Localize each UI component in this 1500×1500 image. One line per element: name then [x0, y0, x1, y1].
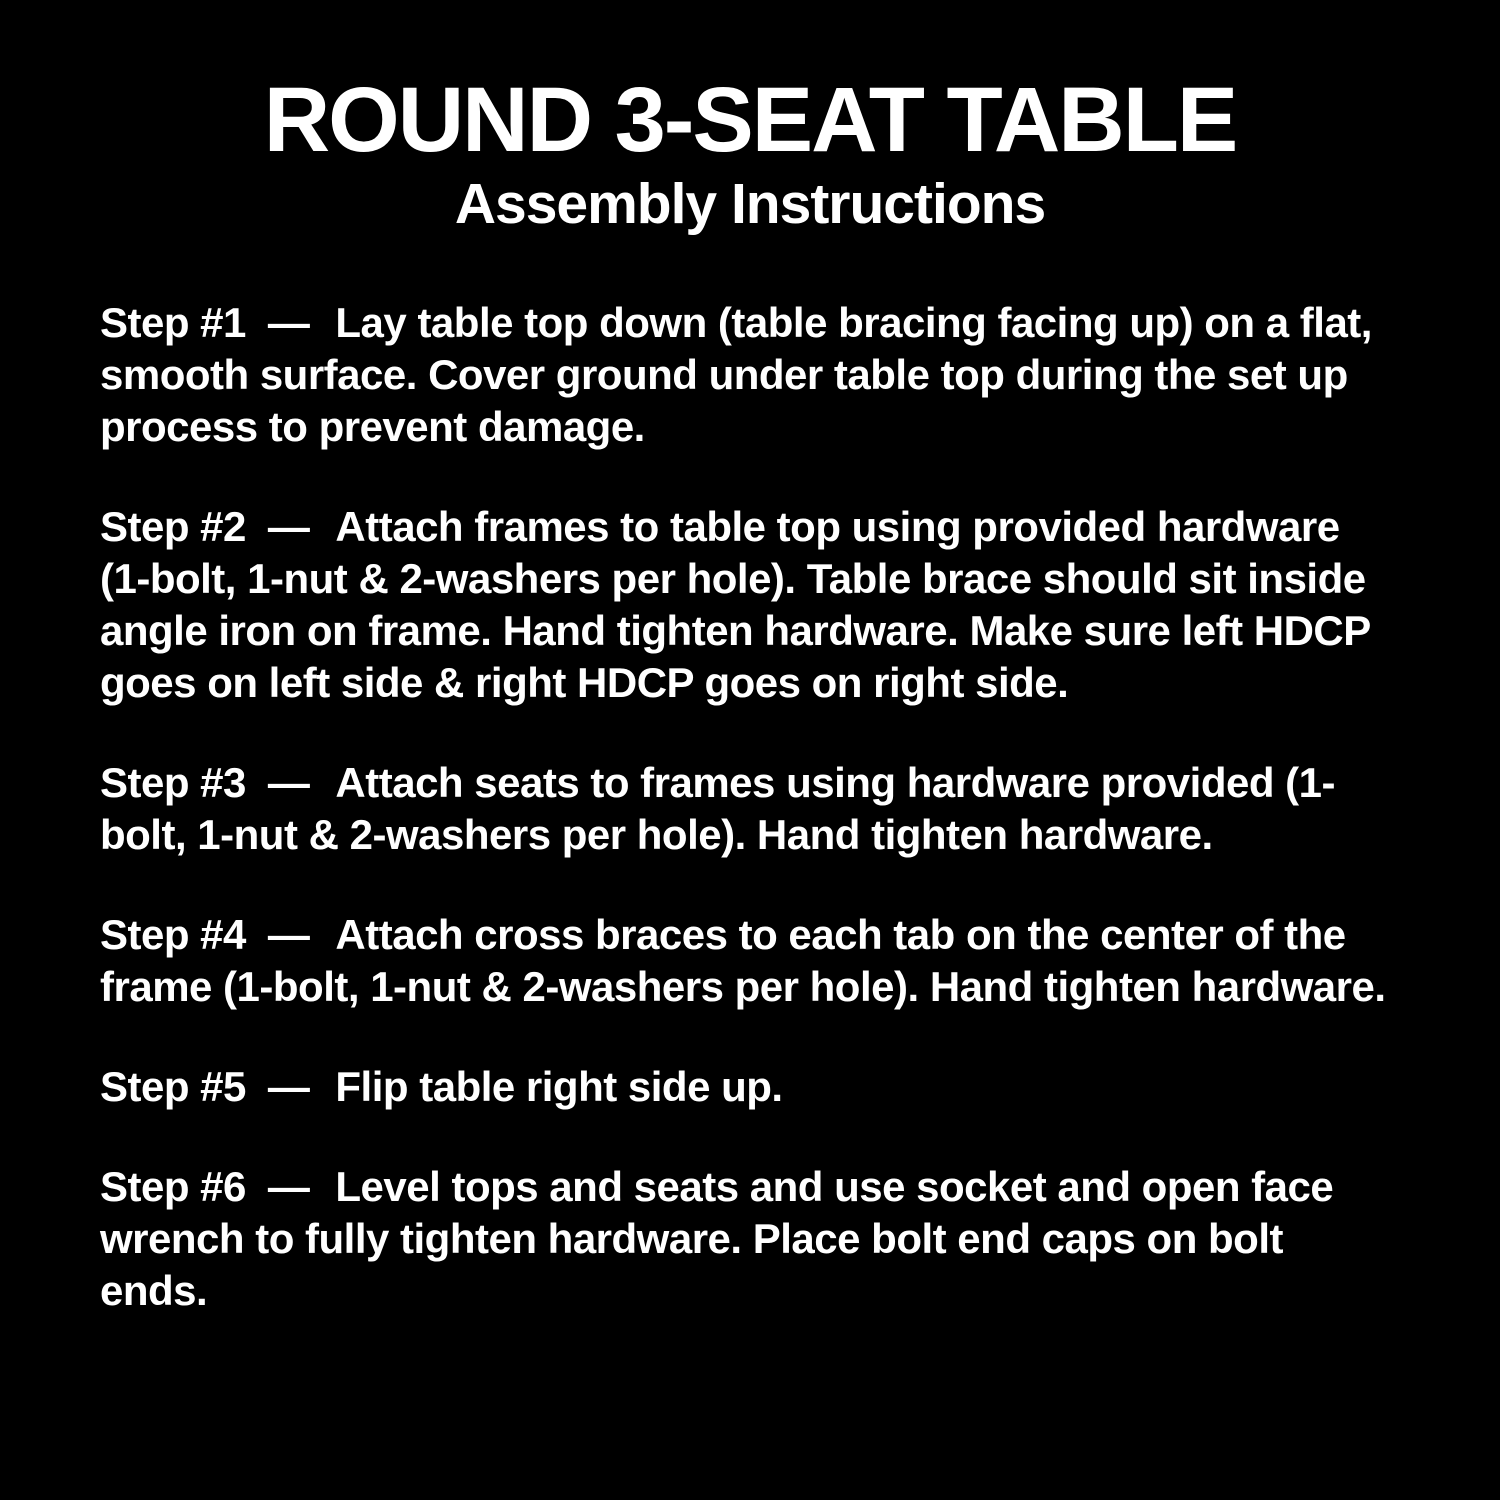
step-5-separator: — — [267, 1063, 310, 1111]
step-1-text: Lay table top down (table bracing facing up) on a flat, smooth surface. Cover ground under table top during the set up process to prevent damage. — [100, 299, 1372, 451]
steps-list — [100, 297, 1400, 1317]
step-2-separator: — — [267, 503, 310, 551]
step-4-label: Step #4 — [100, 911, 246, 959]
step-6-separator: — — [267, 1163, 310, 1211]
step-6-text: Level tops and seats and use socket and open face wrench to fully tighten hardware. Place bolt end caps on bolt ends. — [100, 1163, 1334, 1315]
step-1-label: Step #1 — [100, 299, 246, 347]
step-3 — [100, 757, 1400, 861]
step-1-separator: — — [267, 299, 310, 347]
step-4 — [100, 909, 1400, 1013]
step-1 — [100, 297, 1400, 453]
step-2 — [100, 501, 1400, 709]
step-6 — [100, 1161, 1400, 1317]
step-5-label: Step #5 — [100, 1063, 246, 1111]
step-2-label: Step #2 — [100, 503, 246, 551]
step-5 — [100, 1061, 1400, 1113]
step-4-text: Attach cross braces to each tab on the center of the frame (1-bolt, 1-nut & 2-washers per hole). Hand tighten hardware. — [100, 911, 1386, 1011]
step-3-text: Attach seats to frames using hardware provided (1-bolt, 1-nut & 2-washers per hole). Hand tighten hardware. — [100, 759, 1335, 859]
step-4-separator: — — [267, 911, 310, 959]
page-subtitle: Assembly Instructions — [454, 171, 1046, 236]
step-3-separator: — — [267, 759, 310, 807]
header — [100, 69, 1400, 236]
step-2-text: Attach frames to table top using provided hardware (1-bolt, 1-nut & 2-washers per hole). Table brace should sit inside angle iron on frame. Hand tighten hardware. Make sure left HDCP goes on left side & right HDCP goes on right side. — [100, 503, 1370, 707]
step-6-label: Step #6 — [100, 1163, 246, 1211]
step-3-label: Step #3 — [100, 759, 246, 807]
step-5-text: Flip table right side up. — [335, 1063, 783, 1111]
page-title: ROUND 3-SEAT TABLE — [263, 69, 1237, 171]
